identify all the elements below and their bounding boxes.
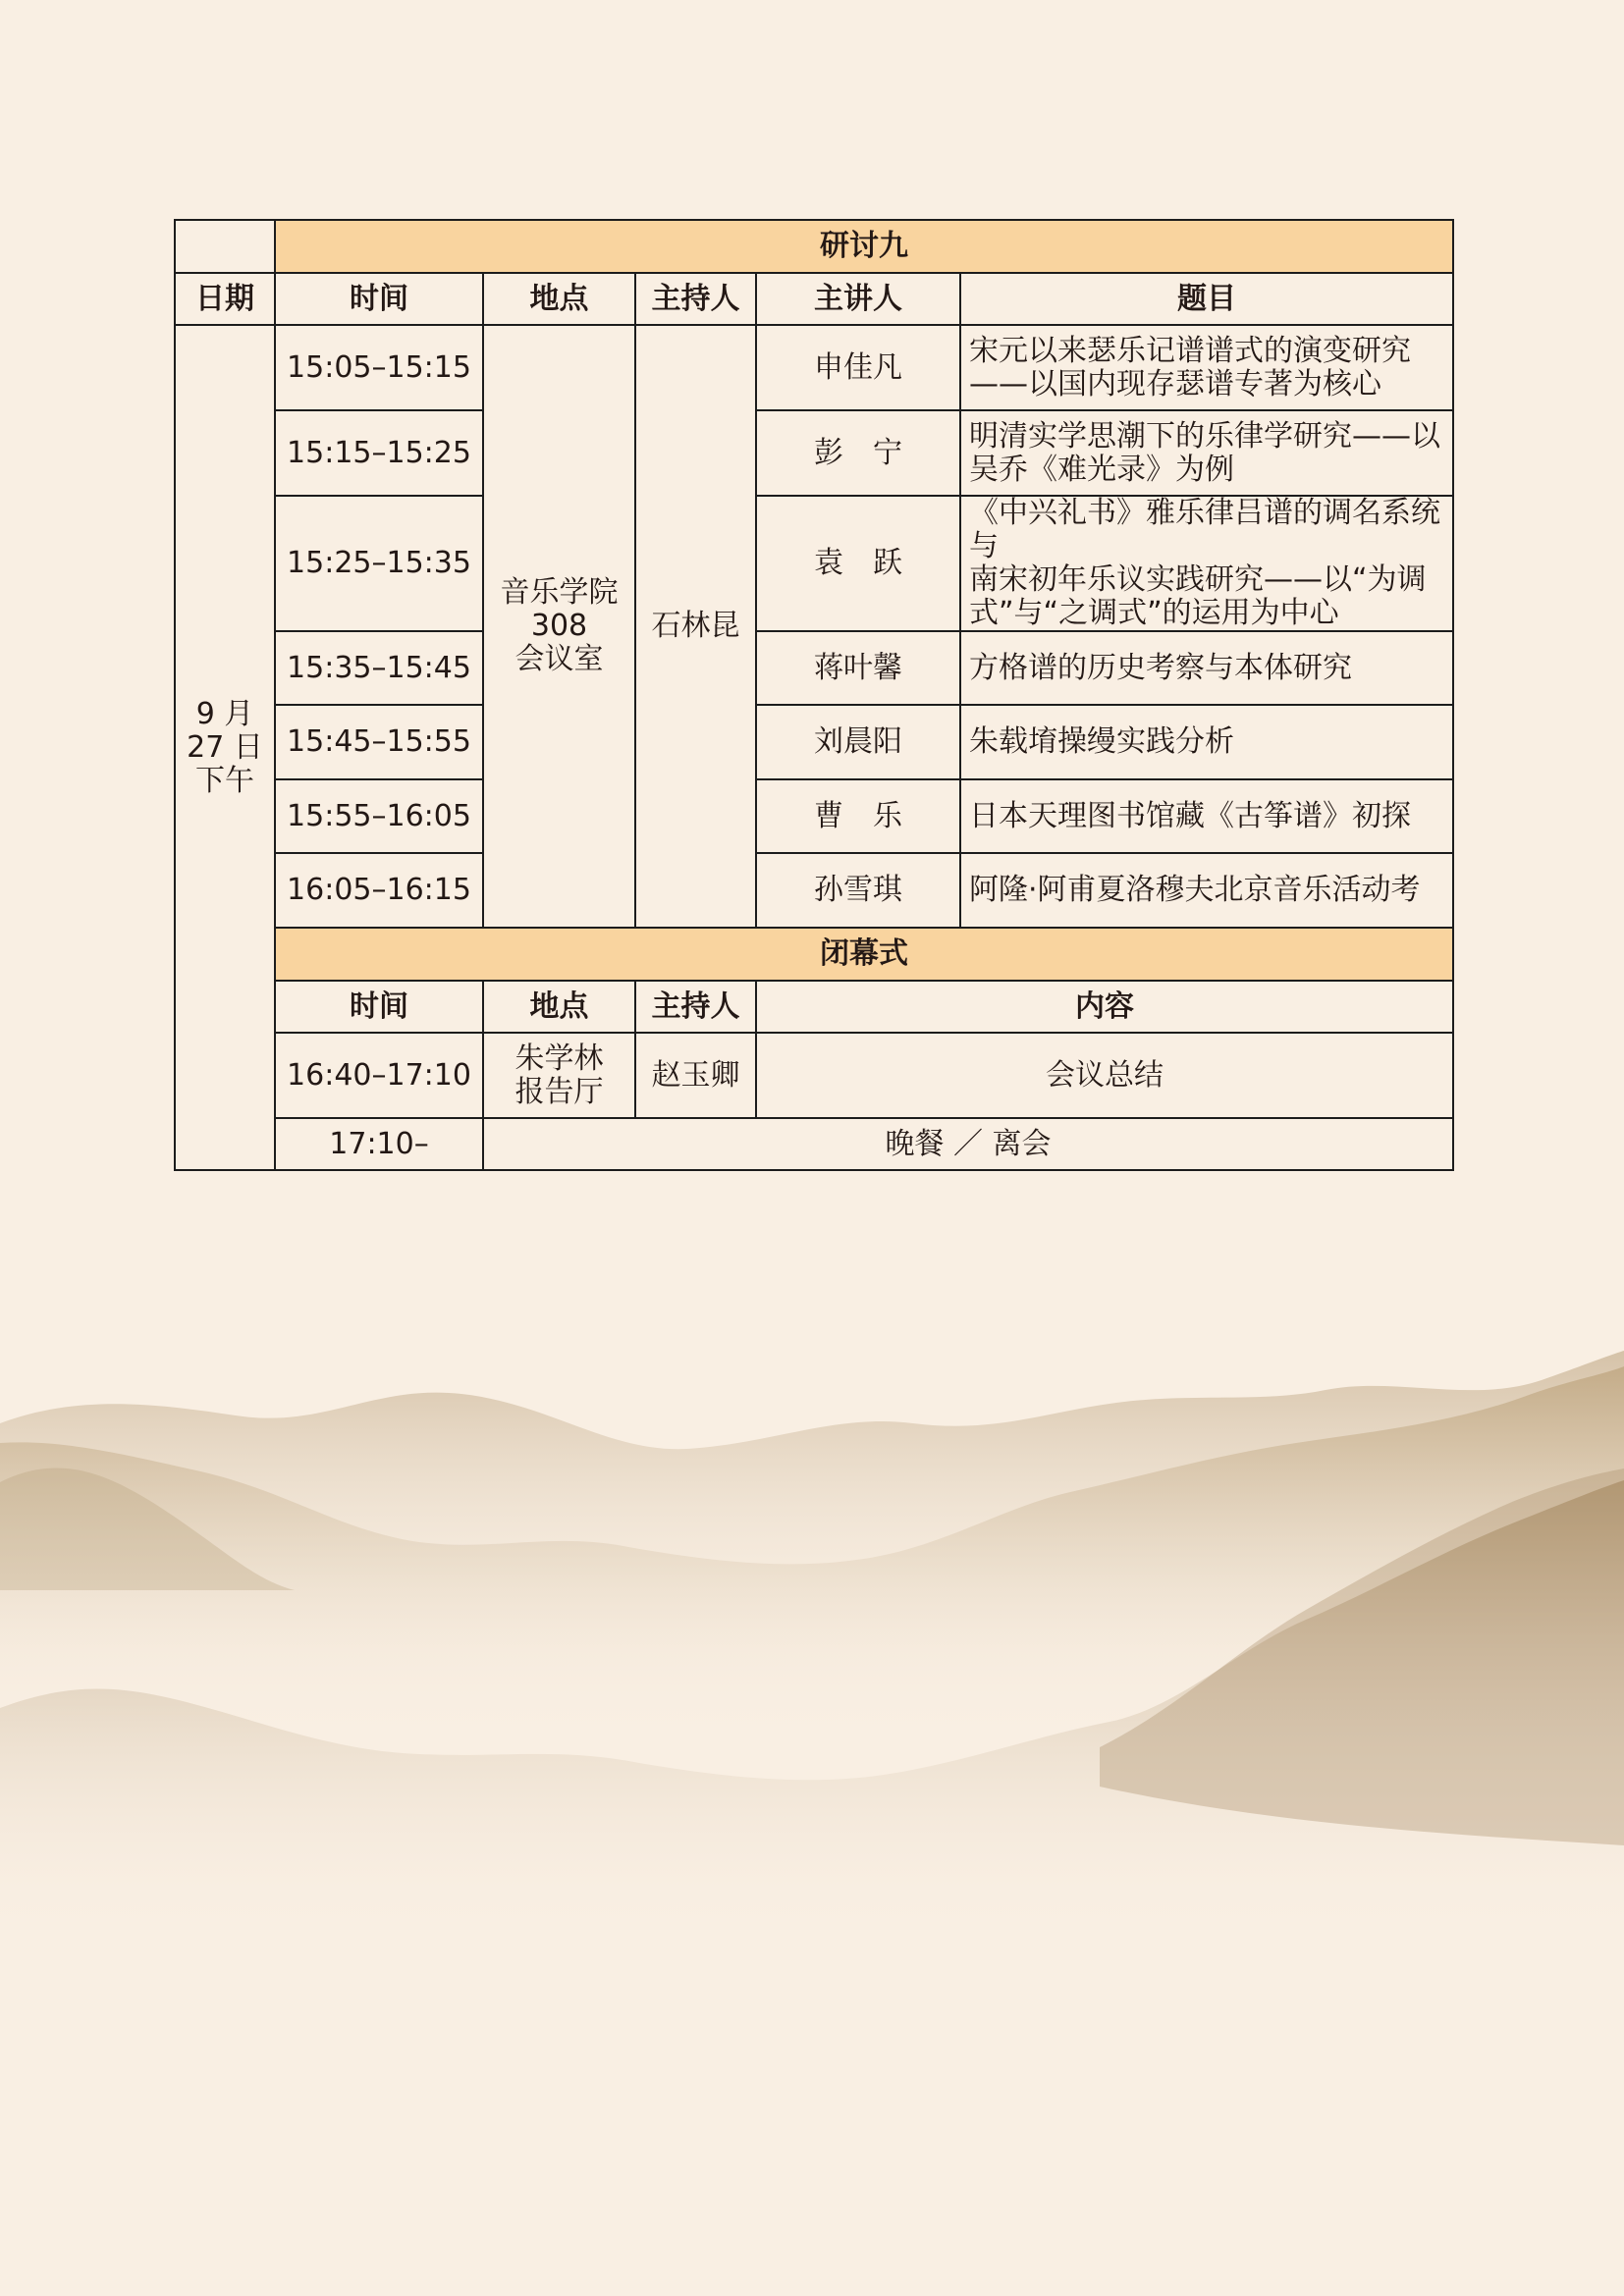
- topic-line: 式”与“之调式”的运用为中心: [969, 596, 1339, 630]
- topic-line: 朱载堉操缦实践分析: [969, 724, 1234, 759]
- table-row: [175, 631, 1453, 705]
- corner-cell: [175, 220, 275, 273]
- speaker-cell: 曹 乐: [756, 779, 960, 853]
- topic-line: 吴乔《难光录》为例: [969, 452, 1234, 487]
- host-header: 主持人: [635, 273, 756, 325]
- speaker-cell: 蒋叶馨: [756, 631, 960, 705]
- table-row: [175, 853, 1453, 928]
- topic-line: 阿隆·阿甫夏洛穆夫北京音乐活动考: [969, 873, 1421, 907]
- topic-line: 明清实学思潮下的乐律学研究——以: [969, 418, 1440, 454]
- topic-cell: [960, 853, 1453, 928]
- closing-venue-line: 朱学林: [514, 1041, 604, 1076]
- time-cell: 15:45–15:55: [275, 705, 483, 779]
- date-month: 9 月: [195, 696, 254, 731]
- topic-cell: [960, 325, 1453, 410]
- table-row: [175, 779, 1453, 853]
- topic-line: 《中兴礼书》雅乐律吕谱的调名系统与: [969, 496, 1440, 563]
- time-cell: 15:55–16:05: [275, 779, 483, 853]
- topic-line: 南宋初年乐议实践研究——以“为调: [969, 562, 1427, 597]
- table-row: [175, 325, 1453, 410]
- time-cell: 16:05–16:15: [275, 853, 483, 928]
- closing-row: [175, 1033, 1453, 1118]
- host-cell: 石林昆: [635, 325, 756, 928]
- venue-header: 地点: [483, 273, 635, 325]
- speaker-cell: 申佳凡: [756, 325, 960, 410]
- topic-header: 题目: [960, 273, 1453, 325]
- topic-line: ——以国内现存瑟谱专著为核心: [969, 366, 1381, 401]
- mountain-landscape-decoration: [0, 1158, 1624, 1944]
- topic-line: 日本天理图书馆藏《古筝谱》初探: [969, 798, 1411, 833]
- topic-cell: [960, 705, 1453, 779]
- speaker-cell: 孙雪琪: [756, 853, 960, 928]
- closing-content-header: 内容: [756, 981, 1453, 1033]
- closing-content-cell: 会议总结: [756, 1033, 1453, 1118]
- date-header: 日期: [175, 273, 275, 325]
- closing-venue-cell: [483, 1033, 635, 1118]
- topic-cell: [960, 779, 1453, 853]
- topic-cell: [960, 410, 1453, 496]
- closing-venue-line: 报告厅: [514, 1074, 604, 1109]
- schedule-table: [174, 219, 1454, 1171]
- time-cell: 15:35–15:45: [275, 631, 483, 705]
- date-day: 27 日: [187, 729, 263, 765]
- topic-line: 方格谱的历史考察与本体研究: [969, 650, 1352, 685]
- session-title: 研讨九: [275, 220, 1453, 273]
- time-header: 时间: [275, 273, 483, 325]
- venue-line: 308: [530, 609, 588, 643]
- closing-title-row: [175, 928, 1453, 981]
- date-cell: [175, 325, 275, 1170]
- closing-header-row: [175, 981, 1453, 1033]
- closing-title: 闭幕式: [275, 928, 1453, 981]
- speaker-cell: 彭 宁: [756, 410, 960, 496]
- final-time-cell: 17:10–: [275, 1118, 483, 1170]
- table-row: [175, 705, 1453, 779]
- time-cell: 15:25–15:35: [275, 496, 483, 631]
- closing-venue-header: 地点: [483, 981, 635, 1033]
- final-content-cell: 晚餐 ／ 离会: [483, 1118, 1453, 1170]
- venue-cell: [483, 325, 635, 928]
- topic-cell: [960, 496, 1453, 631]
- closing-time-cell: 16:40–17:10: [275, 1033, 483, 1118]
- closing-host-cell: 赵玉卿: [635, 1033, 756, 1118]
- topic-line: 宋元以来瑟乐记谱谱式的演变研究: [969, 333, 1411, 368]
- venue-line: 音乐学院: [500, 575, 619, 610]
- topic-cell: [960, 631, 1453, 705]
- venue-line: 会议室: [514, 642, 604, 676]
- speaker-cell: 袁 跃: [756, 496, 960, 631]
- final-row: [175, 1118, 1453, 1170]
- date-period: 下午: [195, 763, 254, 798]
- table-row: [175, 496, 1453, 631]
- closing-host-header: 主持人: [635, 981, 756, 1033]
- time-cell: 15:05–15:15: [275, 325, 483, 410]
- speaker-header: 主讲人: [756, 273, 960, 325]
- closing-time-header: 时间: [275, 981, 483, 1033]
- speaker-cell: 刘晨阳: [756, 705, 960, 779]
- table-row: [175, 410, 1453, 496]
- session-header-row: [175, 273, 1453, 325]
- session-title-row: [175, 220, 1453, 273]
- time-cell: 15:15–15:25: [275, 410, 483, 496]
